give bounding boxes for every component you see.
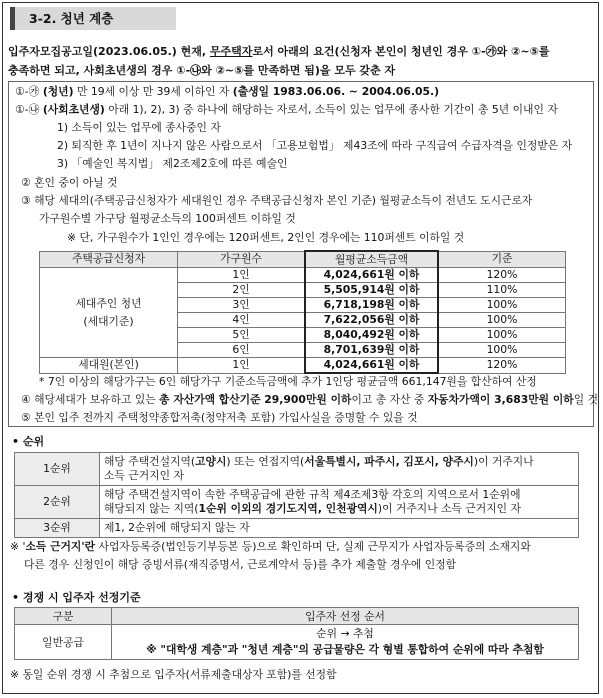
criterion-1b-sub2: 2) 퇴직한 후 1년이 지나지 않은 사람으로서 「고용보험법」 제43조에 따라 구직급여 수급자격을 인정받은 자 (57, 139, 573, 152)
criterion-3-cont: 가구원수별 가구당 월평균소득의 100퍼센트 이하일 것 (39, 212, 296, 225)
income-amount: 8,040,492원 이하 (305, 328, 438, 343)
income-header: 기준 (438, 251, 566, 268)
income-amount: 8,701,639원 이하 (305, 343, 438, 358)
rank-note: ※ '소득 근거지'란 사업자등록증(법인등기부등본 등)으로 확인하며 단, 실제 근무지가 사업자등록증의 소재지와 (10, 540, 531, 553)
competition-desc: 순위 → 추첨 ※ "대학생 계층"과 "청년 계층"의 공급물량은 각 형별 통합하여 순위에 따라 추첨함 (112, 625, 579, 660)
rank-desc: 해당 주택건설지역이 속한 주택공급에 관한 규칙 제4조제3항 각호의 지역으로서 1순위에 해당되지 않는 지역(1순위 이외의 경기도지역, 인천광역시)이 거주지나 소득 근거지인 자 (100, 486, 579, 519)
income-size: 5인 (178, 328, 306, 343)
intro-text: 로서 아래의 요건(신청자 본인이 청년인 경우 ①-㉮와 ②~⑤를 (252, 45, 550, 58)
income-header: 가구원수 (178, 251, 306, 268)
criterion-1b: ①-㉯ (사회초년생) 아래 1), 2), 3) 중 하나에 해당하는 자로서, 소득이 있는 업무에 종사한 기간이 총 5년 이내인 자 (15, 103, 558, 116)
income-table-note: * 7인 이상의 해당가구는 6인 해당가구 기준소득금액에 추가 1인당 평균금액 661,147원을 합산하여 산정 (39, 375, 537, 388)
rank-label: 3순위 (15, 519, 100, 538)
criterion-5: ⑤ 본인 입주 전까지 주택청약종합저축(청약저축 포함) 가입사실을 증명할 수 있을 것 (21, 411, 418, 424)
income-header: 월평균소득금액 (305, 251, 438, 268)
criteria-box (8, 81, 599, 427)
criterion-2: ② 혼인 중이 아닐 것 (21, 176, 118, 189)
criterion-1a: ①-㉮ (청년) 만 19세 이상 만 39세 이하인 자 (출생일 1983.06.06. ~ 2004.06.05.) (15, 85, 440, 98)
criterion-3-note: ※ 단, 가구원수가 1인인 경우에는 120퍼센트, 2인인 경우에는 110퍼센트 이하일 것 (67, 231, 465, 244)
competition-footer: ※ 동일 순위 경쟁 시 추첨으로 입주자(서류제출대상자 포함)를 선정함 (10, 668, 337, 681)
income-pct: 110% (438, 283, 566, 298)
income-pct: 120% (438, 268, 566, 283)
income-amount: 7,622,056원 이하 (305, 313, 438, 328)
income-group-head: 세대주인 청년 (세대기준) (40, 268, 178, 358)
income-amount: 5,505,914원 이하 (305, 283, 438, 298)
income-table (39, 250, 566, 374)
income-header: 주택공급신청자 (40, 251, 178, 268)
intro-paragraph (8, 42, 593, 80)
income-pct: 100% (438, 298, 566, 313)
criterion-3: ③ 해당 세대의(주택공급신청자가 세대원인 경우 주택공급신청자 본인 기준) 월평균소득이 전년도 도시근로자 (21, 194, 533, 207)
competition-header: 입주자 선정 순서 (112, 608, 579, 625)
income-size: 1인 (178, 268, 306, 283)
income-pct: 100% (438, 313, 566, 328)
rank-title: • 순위 (12, 435, 45, 448)
income-pct: 100% (438, 328, 566, 343)
criterion-1b-sub3: 3) 「예술인 복지법」 제2조제2호에 따른 예술인 (57, 157, 288, 170)
income-amount: 4,024,661원 이하 (305, 358, 438, 374)
intro-underline: 무주택자 (209, 45, 253, 58)
rank-label: 1순위 (15, 453, 100, 486)
intro-text: 입주자모집공고일(2023.06.05.) 현재, (8, 45, 210, 58)
rank-desc: 해당 주택건설지역(고양시) 또는 연접지역(서울특별시, 파주시, 김포시, 양주시)이 거주지나 소득 근거지인 자 (100, 453, 579, 486)
income-pct: 100% (438, 343, 566, 358)
income-size: 4인 (178, 313, 306, 328)
income-size: 3인 (178, 298, 306, 313)
competition-header: 구분 (15, 608, 112, 625)
income-amount: 6,718,198원 이하 (305, 298, 438, 313)
competition-title: • 경쟁 시 입주자 선정기준 (12, 591, 141, 604)
rank-label: 2순위 (15, 486, 100, 519)
criterion-1b-sub1: 1) 소득이 있는 업무에 종사중인 자 (57, 121, 221, 134)
rank-note-cont: 다른 경우 신청인이 해당 증빙서류(재직증명서, 근로계약서 등)를 추가 제출할 경우에 인정함 (24, 558, 457, 571)
income-size: 2인 (178, 283, 306, 298)
intro-text: 충족하면 되고, 사회초년생의 경우 ①-㉯와 ②~⑤를 만족하면 됨)을 모두 갖춘 자 (8, 64, 396, 77)
rank-desc: 제1, 2순위에 해당되지 않는 자 (100, 519, 579, 538)
section-title: 3-2. 청년 계층 (10, 7, 176, 30)
income-amount: 4,024,661원 이하 (305, 268, 438, 283)
rank-table (14, 452, 579, 538)
competition-label: 일반공급 (15, 625, 112, 660)
income-group-head: 세대원(본인) (40, 358, 178, 374)
criterion-4: ④ 해당세대가 보유하고 있는 총 자산가액 합산기준 29,900만원 이하이고 총 자산 중 자동차가액이 3,683만원 이하일 것 (21, 393, 599, 406)
income-size: 6인 (178, 343, 306, 358)
income-pct: 120% (438, 358, 566, 374)
competition-table (14, 607, 579, 660)
income-size: 1인 (178, 358, 306, 374)
